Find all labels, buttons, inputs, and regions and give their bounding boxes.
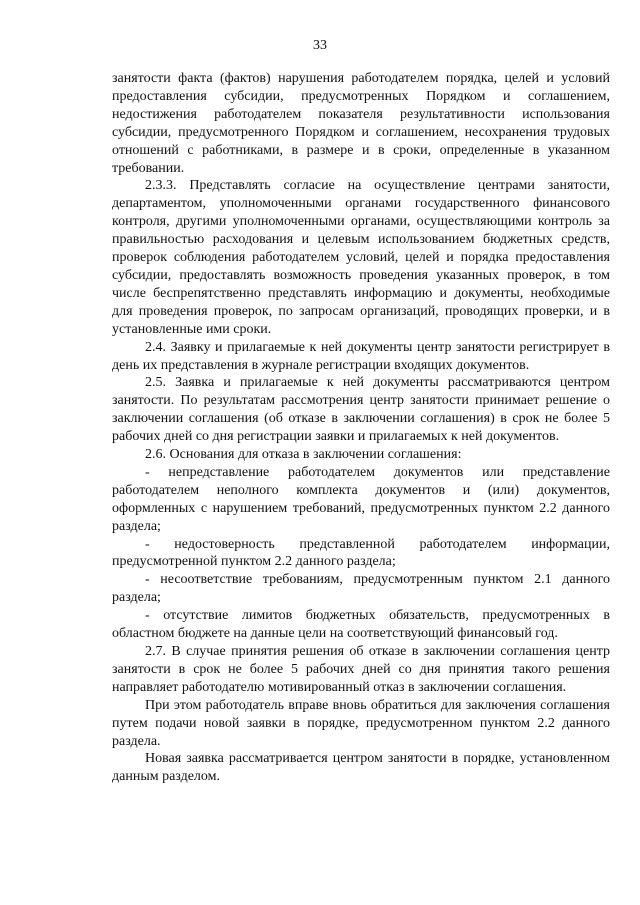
document-body bbox=[112, 70, 610, 786]
paragraph-2-3-3: 2.3.3. Представлять согласие на осуществление центрами занятости, департаментом, уполномоченными органами государственного финансового контроля, другими уполномоченными органами, осуществляющими контроль за правильностью расходования и целевым использованием бюджетных средств, проверок соблюдения работодателем условий, целей и порядка предоставления субсидии, предоставлять возможность проведения указанных проверок, в том числе беспрепятственно представлять информацию и документы, необходимые для проведения проверок, по запросам организаций, проводящих проверки, и в установленные ими сроки. bbox=[112, 178, 610, 337]
paragraph-2-4: 2.4. Заявку и прилагаемые к ней документы центр занятости регистрирует в день их представления в журнале регистрации входящих документов. bbox=[112, 339, 610, 373]
page-number: 33 bbox=[313, 38, 327, 53]
list-item-budget-limits: - отсутствие лимитов бюджетных обязательств, предусмотренных в областном бюджете на данные цели на соответствующий финансовый год. bbox=[112, 608, 610, 642]
paragraph-2-5: 2.5. Заявка и прилагаемые к ней документы рассматриваются центром занятости. По результатам рассмотрения центр занятости принимает решение о заключении соглашения (об отказе в заключении соглашения) в срок не более 5 рабочих дней со дня регистрации заявки и прилагаемых к ней документов. bbox=[112, 375, 610, 445]
paragraph-new-application: Новая заявка рассматривается центром занятости в порядке, установленном данным разделом. bbox=[112, 751, 610, 785]
list-item-unreliability: - недостоверность представленной работодателем информации, предусмотренной пунктом 2.2 данного раздела; bbox=[112, 536, 610, 570]
paragraph-2-6: 2.6. Основания для отказа в заключении соглашения: bbox=[145, 447, 462, 463]
paragraph-continuation: занятости факта (фактов) нарушения работодателем порядка, целей и условий предоставления субсидии, предусмотренных Порядком и соглашением, недостижения работодателем показателя результативности использования субсидии, предусмотренного Порядком и соглашением, несохранения трудовых отношений с работниками, в размере и в сроки, определенные в указанном требовании. bbox=[112, 71, 610, 176]
list-item-noncompliance: - несоответствие требованиям, предусмотренным пунктом 2.1 данного раздела; bbox=[112, 572, 610, 606]
list-item-documents: - непредставление работодателем документов или представление работодателем неполного комплекта документов и (или) документов, оформленных с нарушением требований, предусмотренных пунктом 2.2 данного раздела; bbox=[112, 464, 610, 534]
paragraph-2-7: 2.7. В случае принятия решения об отказе в заключении соглашения центр занятости в срок не более 5 рабочих дней со дня принятия такого решения направляет работодателю мотивированный отказ в заключении соглашения. bbox=[112, 644, 610, 695]
paragraph-reapply: При этом работодатель вправе вновь обратиться для заключения соглашения путем подачи новой заявки в порядке, предусмотренном пунктом 2.2 данного раздела. bbox=[112, 697, 610, 749]
